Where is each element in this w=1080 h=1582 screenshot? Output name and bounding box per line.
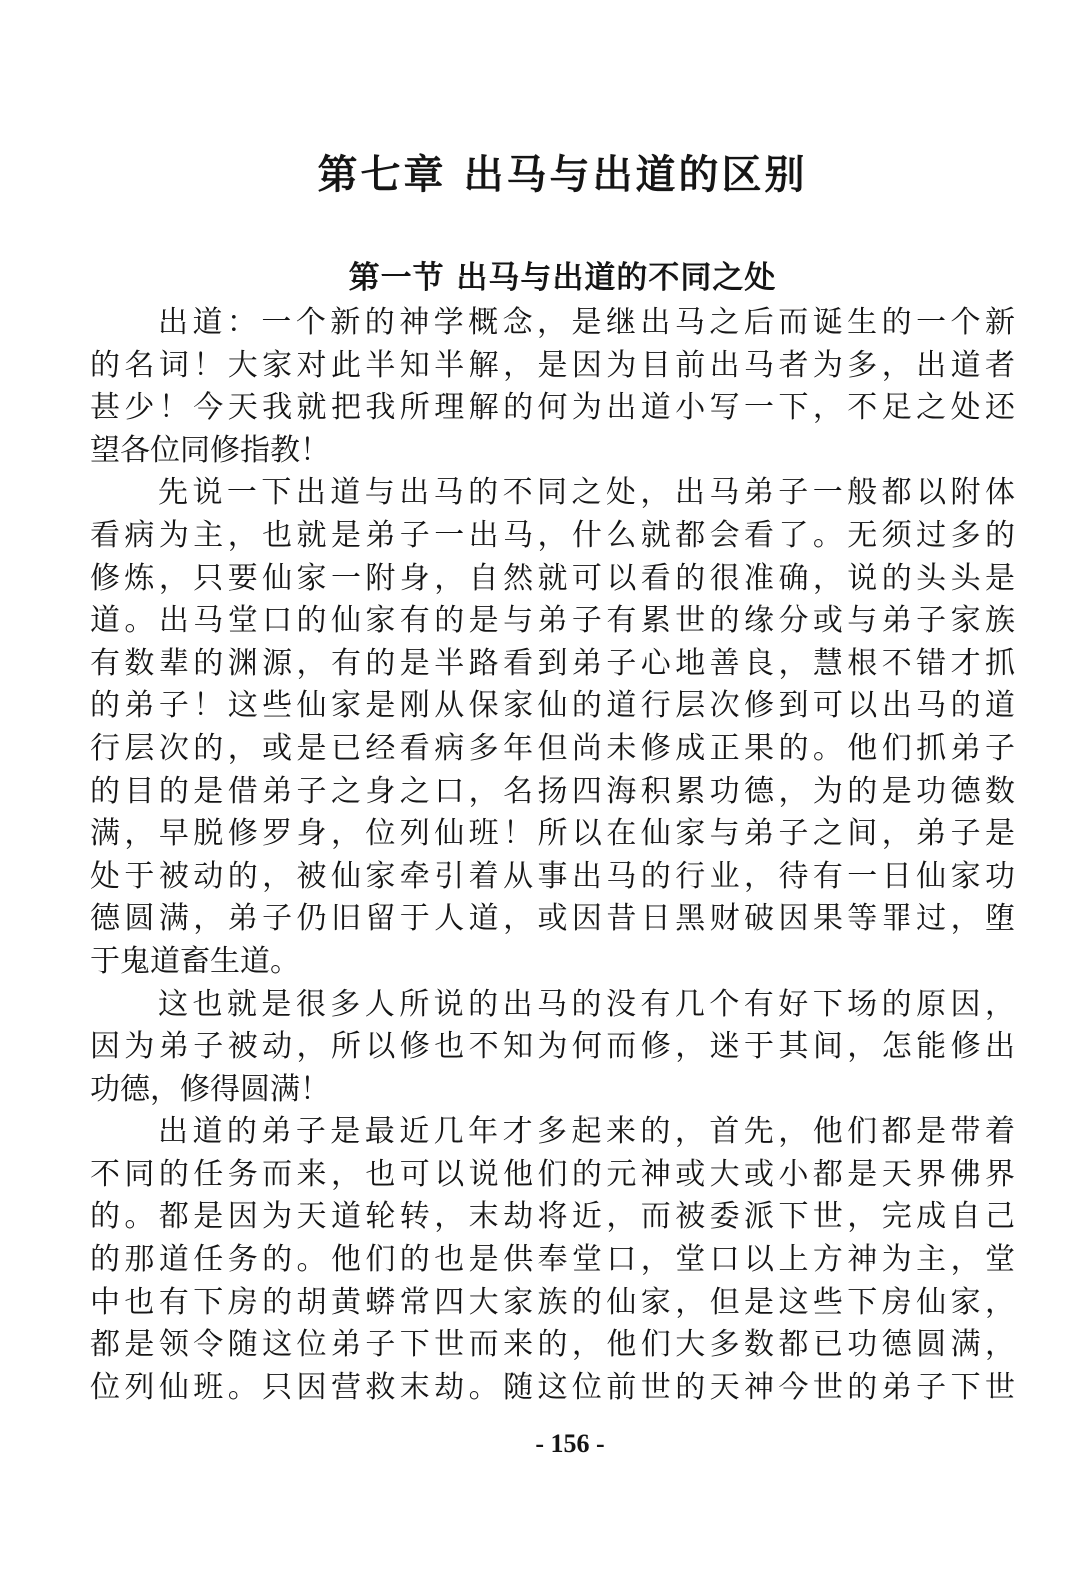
text-line: 因为弟子被动，所以修也不知为何而修，迷于其间，怎能修出 — [90, 1029, 1015, 1065]
page-number: - 156 - — [535, 1429, 605, 1458]
chapter-title: 第七章 出马与出道的区别 — [317, 152, 808, 198]
text-line: 望各位同修指教！ — [90, 432, 330, 468]
text-line: 的名词！大家对此半知半解，是因为目前出马者为多，出道者 — [90, 347, 1015, 383]
text-line: 满，早脱修罗身，位列仙班！所以在仙家与弟子之间，弟子是 — [90, 816, 1015, 852]
text-line: 行层次的，或是已经看病多年但尚未修成正果的。他们抓弟子 — [90, 730, 1015, 766]
text-line: 这也就是很多人所说的出马的没有几个有好下场的原因， — [158, 986, 1015, 1022]
text-line: 的。都是因为天道轮转，末劫将近，而被委派下世，完成自己 — [90, 1199, 1015, 1235]
body-text — [90, 302, 1015, 1409]
text-line: 甚少！今天我就把我所理解的何为出道小写一下，不足之处还 — [90, 390, 1015, 426]
text-line: 功德，修得圆满！ — [90, 1071, 330, 1107]
text-line: 道。出马堂口的仙家有的是与弟子有累世的缘分或与弟子家族 — [90, 603, 1015, 639]
text-line: 出道的弟子是最近几年才多起来的，首先，他们都是带着 — [158, 1114, 1015, 1150]
text-line: 的那道任务的。他们的也是供奉堂口，堂口以上方神为主，堂 — [90, 1242, 1015, 1278]
text-line: 修炼，只要仙家一附身，自然就可以看的很准确，说的头头是 — [90, 560, 1015, 596]
text-line: 的弟子！这些仙家是刚从保家仙的道行层次修到可以出马的道 — [90, 688, 1015, 724]
text-line: 德圆满，弟子仍旧留于人道，或因昔日黑财破因果等罪过，堕 — [90, 901, 1015, 937]
text-line: 中也有下房的胡黄蟒常四大家族的仙家，但是这些下房仙家， — [90, 1284, 1015, 1320]
text-line: 处于被动的，被仙家牵引着从事出马的行业，待有一日仙家功 — [90, 858, 1015, 894]
text-line: 出道：一个新的神学概念，是继出马之后而诞生的一个新 — [158, 305, 1015, 340]
text-line: 看病为主，也就是弟子一出马，什么就都会看了。无须过多的 — [90, 517, 1015, 553]
text-line: 的目的是借弟子之身之口，名扬四海积累功德，为的是功德数 — [90, 773, 1015, 809]
text-line: 不同的任务而来，也可以说他们的元神或大或小都是天界佛界 — [90, 1156, 1015, 1192]
text-line: 于鬼道畜生道。 — [90, 943, 300, 979]
section-title: 第一节 出马与出道的不同之处 — [348, 260, 777, 296]
text-line: 先说一下出道与出马的不同之处，出马弟子一般都以附体 — [158, 475, 1015, 511]
text-line: 有数辈的渊源，有的是半路看到弟子心地善良，慧根不错才抓 — [90, 645, 1015, 681]
text-line: 都是领令随这位弟子下世而来的，他们大多数都已功德圆满， — [90, 1327, 1015, 1363]
text-line: 位列仙班。只因营救末劫。随这位前世的天神今世的弟子下世 — [90, 1369, 1015, 1405]
